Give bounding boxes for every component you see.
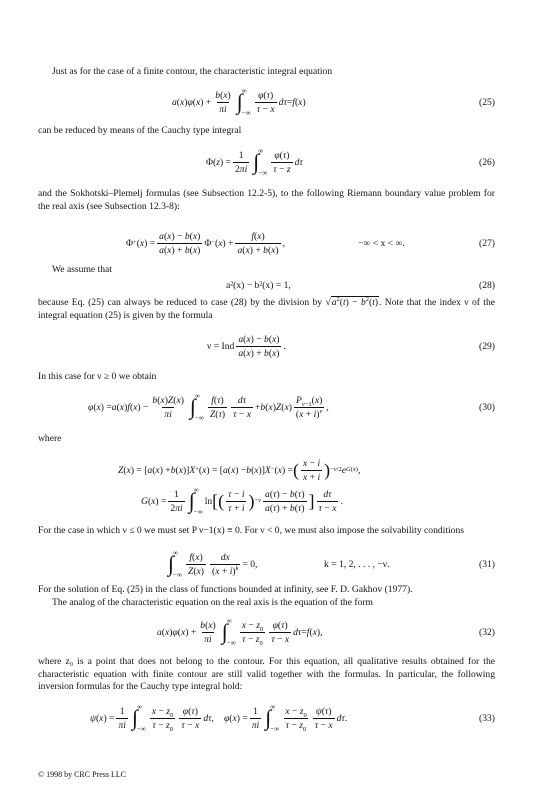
equation-number-29: (29)	[479, 340, 495, 352]
equation-30: φ ( x ) = a ( x ) f ( x ) − b(x)Z(x) πi ∫ ∞ −∞ f(τ) Z(τ) dτ τ − x + b ( x ) Z ( x ) $P_{\nu-1}(x)$ $(x + i)^\nu$ , (30)	[88, 392, 495, 422]
equation-number-33: (33)	[479, 712, 495, 724]
paragraph-nu-positive: In this case for ν ≥ 0 we obtain	[38, 371, 157, 382]
paragraph-inversion: where z₀ is a point that does not belong to the contour. For this equation, all qualitative results obtained for the characteristic equation with finite contour are still valid together with the formulas. In particular, the following inversion formulas for the Cauchy type integral hold:	[38, 656, 495, 693]
document-page	[38, 0, 495, 800]
paragraph-intro: Just as for the case of a finite contour, the characteristic integral equation	[52, 66, 333, 77]
equation-number-30: (30)	[479, 401, 495, 413]
equation-G-definition: G ( x ) = 1 2πi ∫ ∞ −∞ ln [ ( τ − i τ + i ) −ν a(τ) − b(τ) a(τ) + b(τ) ] dτ τ − x .	[141, 486, 343, 516]
equation-28	[38, 274, 495, 296]
paragraph-division-part2: . Note that the index ν of the integral equation (25) is given by the formula	[38, 297, 496, 321]
paragraph-gakhov: For the solution of Eq. (25) in the class of functions bounded at infinity, see F. D. Gakhov (1977).	[38, 584, 413, 595]
equation-number-26: (26)	[479, 156, 495, 168]
equation-Z-definition: Z ( x ) = [ a ( x ) + b ( x )] X + ( x ) = [ a ( x ) − b ( x )] X − ( x ) = ( x − i x + i ) −ν/2 e G(x) ,	[118, 457, 361, 483]
equation-33: ψ ( x ) = 1 πi ∫ ∞ −∞ $x - z_0$ $\tau - z_0$ φ(τ) τ − x dτ , φ ( x ) = 1 πi ∫ ∞ −∞ $x - z_0$ $\tau - z_0$ ψ(τ) τ − x dτ . (33)	[90, 703, 495, 733]
paragraph-assume: We assume that	[52, 264, 112, 275]
equation-25: a ( x ) φ ( x ) + b(x) πi ∫ ∞ −∞ φ(τ) τ − x dτ = f ( x ) (25)	[172, 87, 495, 117]
paragraph-division-part1: because Eq. (25) can always be reduced to case (28) by the division by	[38, 297, 323, 308]
equation-31-rhs: = 0,	[242, 558, 258, 570]
equation-number-32: (32)	[479, 626, 495, 638]
paragraph-analog: The analog of the characteristic equation on the real axis is the equation of the form	[52, 597, 374, 608]
equation-number-31: (31)	[479, 558, 495, 570]
equation-29: ν = Ind a(x) − b(x) a(x) + b(x) . (29)	[38, 331, 495, 361]
equation-31-k-range: k = 1, 2, . . . , −ν.	[324, 558, 390, 570]
inequality-27: −∞ < x < ∞.	[358, 237, 405, 249]
equation-27: Φ + ( x ) = a(x) − b(x) a(x) + b(x) Φ − ( x ) + f(x) a(x) + b(x) , −∞ < x < ∞. (27)	[38, 228, 495, 258]
equation-number-27: (27)	[479, 237, 495, 249]
sqrt-expression: $√a^2(t) - b^2(t)$	[325, 295, 379, 308]
paragraph-where: where	[38, 433, 62, 444]
index-label: ν = Ind	[207, 340, 235, 352]
equation-number-28: (28)	[479, 279, 495, 291]
equation-number-25: (25)	[479, 96, 495, 108]
equation-26: Φ( z ) = 1 2πi ∫ ∞ −∞ φ(τ) τ − z dτ (26)	[206, 147, 495, 177]
paragraph-sokhotski: and the Sokhotski–Plemelj formulas (see Subsection 12.2-5), to the following Riemann boundary value problem for the real axis (see Subsection 12.3-8):	[38, 188, 495, 212]
copyright-footer: © 1998 by CRC Press LLC	[38, 770, 127, 779]
paragraph-solvability: For the case in which ν ≤ 0 we must set P ν−1(x) ≡ 0. For ν < 0, we must also impose the solvability conditions	[38, 525, 465, 536]
paragraph-cauchy: can be reduced by means of the Cauchy type integral	[38, 125, 242, 136]
equation-28-body: a²(x) − b²(x) = 1,	[226, 279, 291, 291]
equation-31: ∫ ∞ −∞ f(x) Z(x) $\frac{dx}{(x + i)^k}$ = 0, k = 1, 2, . . . , −ν. (31)	[168, 549, 495, 579]
equation-32: a ( x ) φ ( x ) + b(x) πi ∫ ∞ −∞ $x - z_0$ $\tau - z_0$ φ(τ) τ − x dτ = f ( x ), (32)	[157, 617, 495, 647]
paragraph-division	[38, 297, 495, 322]
